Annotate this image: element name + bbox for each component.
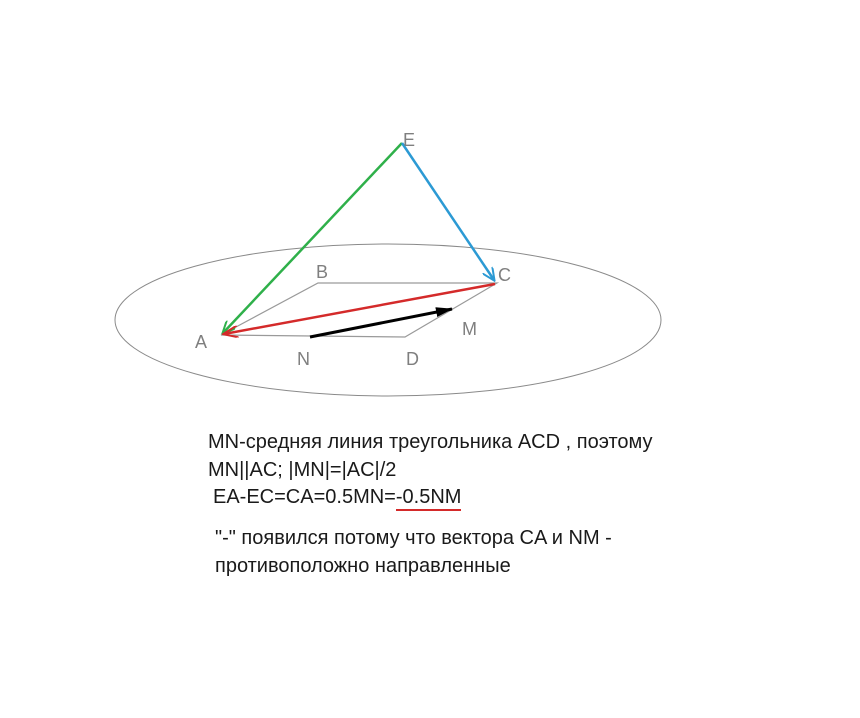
explanation-line-3 [213,484,461,510]
plane-ellipse [115,244,661,396]
explanation-line-4: "-" появился потому что вектора CA и NM - [215,527,612,549]
vector-ea [223,143,402,333]
explanation-line-1: MN-средняя линия треугольника ACD , поэтому [208,431,653,453]
vector-ec [402,143,494,280]
label-n: N [297,349,310,369]
formula-result-underlined: -0.5NM [396,486,462,511]
label-c: C [498,265,511,285]
label-d: D [406,349,419,369]
label-m: M [462,319,477,339]
label-b: B [316,262,329,282]
explanation-line-5: противоположно направленные [215,555,511,577]
explanation-line-2: MN||AC; |MN|=|AC|/2 [208,459,397,481]
label-e: E [403,130,416,150]
label-a: A [195,332,208,352]
formula-prefix: EA-EC=CA=0.5MN= [213,486,396,508]
